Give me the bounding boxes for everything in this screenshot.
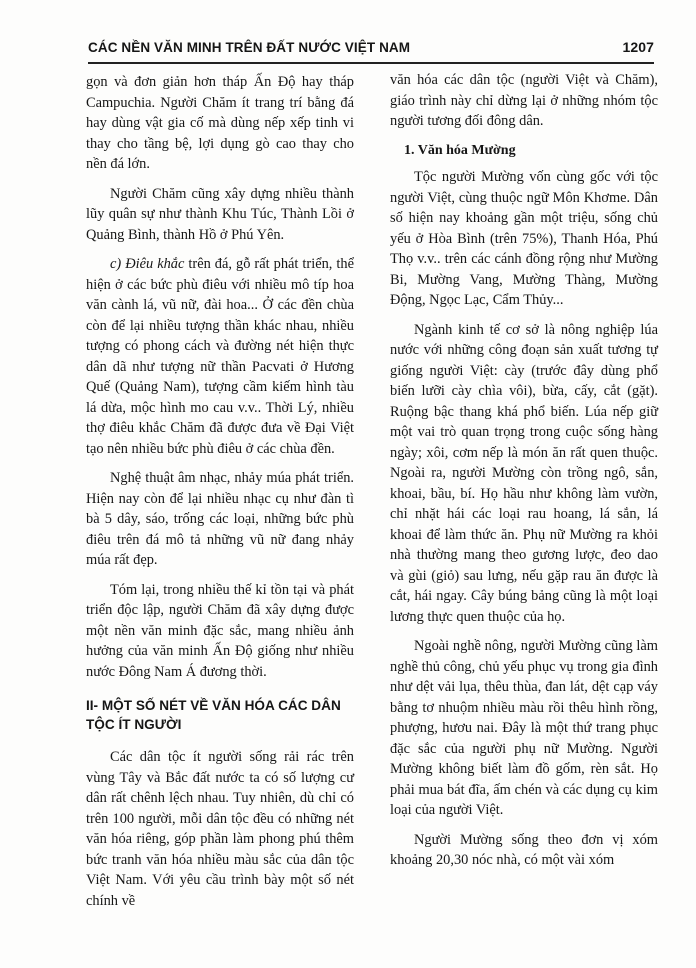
paragraph: Nghệ thuật âm nhạc, nhảy múa phát triển. Hiện nay còn để lại nhiều nhạc cụ như đàn tì bà 5 dây, sáo, trống các loại, những bức phù điêu trên đá mô tả những vũ nữ đang nhảy múa rất đẹp. (86, 470, 354, 568)
paragraph: Các dân tộc ít người sống rải rác trên vùng Tây và Bắc đất nước ta có số lượng cư dân rất chênh lệch nhau. Tuy nhiên, dù chỉ có trên 100 người, mỗi dân tộc đều có những nét văn hóa riêng, góp phần làm phong phú thêm bức tranh văn hóa nhiều màu sắc của dân tộc Việt Nam. Với yêu cầu trình bày một số nét chính về (86, 749, 354, 909)
section-heading: II- MỘT SỐ NÉT VỀ VĂN HÓA CÁC DÂN TỘC ÍT NGƯỜI (86, 698, 341, 732)
paragraph-sculpture (86, 254, 354, 459)
running-title: CÁC NỀN VĂN MINH TRÊN ĐẤT NƯỚC VIỆT NAM (88, 40, 411, 55)
paragraph: Người Chăm cũng xây dựng nhiều thành lũy quân sự như thành Khu Túc, Thành Lồi ở Quảng Bình, thành Hồ ở Phú Yên. (86, 185, 354, 243)
subsection-heading: 1. Văn hóa Mường (404, 142, 516, 158)
paragraph-lead-italic: c) Điêu khắc (110, 256, 185, 272)
right-column (390, 70, 658, 880)
paragraph: Tộc người Mường vốn cùng gốc với tộc người Việt, cùng thuộc ngữ Môn Khơme. Dân số hiện nay khoảng gần một triệu, sống chủ yếu ở Hòa Bình (trên 75%), Thanh Hóa, Phú Thọ v.v.. trên các cánh đồng rộng như Mường Bi, Mường Vang, Mường Thàng, Mường Động, Ngọc Lạc, Cẩm Thủy... (390, 169, 658, 308)
paragraph: Tóm lại, trong nhiều thế kỉ tồn tại và phát triển độc lập, người Chăm đã xây dựng được một nền văn minh đặc sắc, mang nhiều ảnh hưởng của văn minh Ấn Độ giống như nhiều nước Đông Nam Á đương thời. (86, 581, 354, 680)
running-header (88, 36, 654, 64)
paragraph: Người Mường sống theo đơn vị xóm khoảng 20,30 nóc nhà, có một vài xóm (390, 831, 658, 868)
paragraph: Ngoài nghề nông, người Mường cũng làm nghề thủ công, chủ yếu phục vụ trong gia đình như dệt vải lụa, thêu thùa, đan lát, dệt cạp váy bằng tơ nhuộm nhiều màu rồi thêu hình rồng, phượng, hươu nai. Đây là một thứ trang phục đặc sắc của người phụ nữ Mường. Người Mường không biết làm đồ gốm, rèn sắt. Họ phải mua bát đĩa, ấm chén và các dụng cụ kim loại của người Việt. (390, 638, 658, 818)
paragraph: văn hóa các dân tộc (người Việt và Chăm), giáo trình này chỉ dừng lại ở những nhóm tộc người tương đối đông dân. (390, 72, 658, 129)
paragraph-body: trên đá, gỗ rất phát triển, thể hiện ở các bức phù điêu với nhiều mô típ hoa văn cành lá, vũ nữ, đài hoa... Ở các đền chùa còn để lại nhiều tượng thần khác nhau, nhiều tượng có phong cách và đường nét hiện thực dân dã như tượng nữ thần Pacvati ở Hương Quế (Quảng Nam), tượng cầm kiếm hình tàu lá dừa, mộc hình mo cau v.v.. Thời Lý, nhiều thợ điêu khắc Chăm đã được đưa về Đại Việt tạo nên nhiều bức phù điêu ở các chùa đền. (86, 256, 354, 457)
paragraph: Ngành kinh tế cơ sở là nông nghiệp lúa nước với những công đoạn sản xuất tương tự giống người Việt: cày (trước đây dùng phổ biến lưỡi cày chìa vôi), bừa, cấy, cắt (gặt). Ruộng bậc thang khá phổ biến. Lúa nếp giữ một vai trò quan trọng trong cuộc sống hàng ngày; xôi, cơm nếp là món ăn rất quen thuộc. Ngoài ra, người Mường còn trồng ngô, sắn, khoai, bầu, bí. Họ hầu như không làm vườn, chỉ nhặt hái các loại rau hoang, lá sắn, lá khoai để làm thức ăn. Phụ nữ Mường ra khỏi nhà thường mang theo gương lược, đeo dao và gùi (giỏ) sau lưng, nếu gặp rau ăn được là cắt, hái ngay. Cây búng bảng cũng là một loại lương thực quen thuộc của họ. (390, 321, 658, 625)
paragraph: gọn và đơn giản hơn tháp Ấn Độ hay tháp Campuchia. Người Chăm ít trang trí bằng đá hay dùng vật gia cố mà dùng nếp xếp tinh vi thay cho tầng bệ, lợi dụng gò cao thay cho nền đá lớn. (86, 74, 354, 172)
left-column (86, 72, 354, 920)
page-number: 1207 (622, 39, 654, 55)
